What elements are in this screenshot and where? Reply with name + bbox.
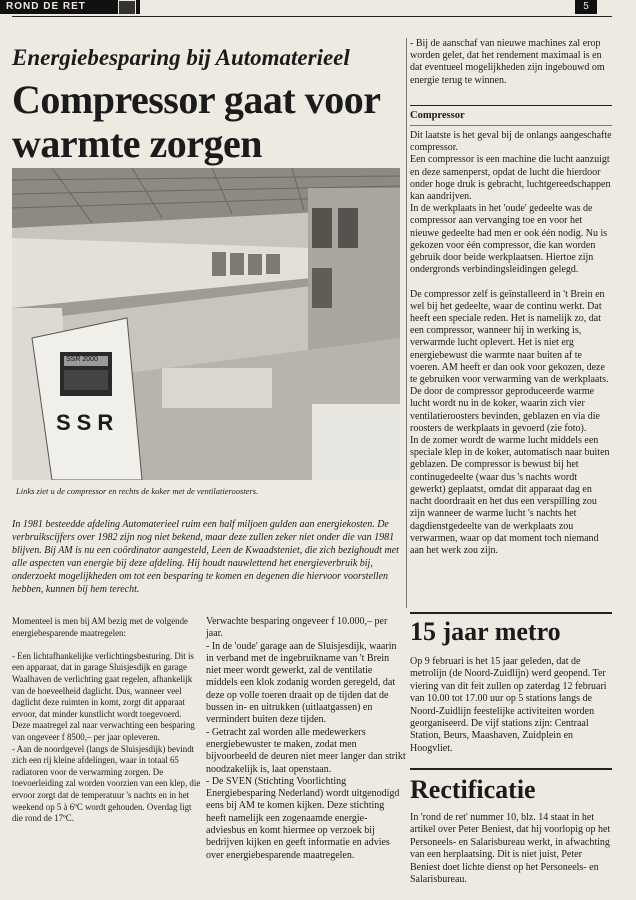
- masthead-logo: ROND DE RET: [0, 0, 140, 14]
- photo-panel-label: SSR 2000: [66, 356, 98, 363]
- article-right-body: Dit laatste is het geval bij de onlangs aangeschafte compressor. Een compressor is een machine die lucht aanzuigt en deze samenperst, opdat de lucht die hierdoor onder hoge druk is gebracht, luchtgereedschappen kan aandrijven. In de werkplaats in het 'oude' gedeelte was de compressor aan vervanging toe en voor het nieuwe gedeelte had men er ook één nodig. Nu is gekozen voor één compressor, die kan worden gebruik door beide werkplaatsen. Hiertoe zijn ondergronds verbindingsleidingen gelegd. De compressor zelf is geïnstalleerd in 't Brein en wel bij het gedeelte, waar de continu werkt. Dat heeft een speciale reden. Het is namelijk zo, dat een compressor, wanneer hij in werking is, verwarmde lucht oplevert. Het is niet erg energiebewust die warmte naar buiten af te voeren. AM heeft er dan ook voor gekozen, deze te gebruiken voor verwarming van de werkplaats. De door de compressor geproduceerde warme lucht wordt nu in de koker, waarin zich vier ventilatieroosters bevinden, geblazen en via die roosters de werkplaats in gevoerd (zie foto). In de zomer wordt de warme lucht middels een speciale klep in de koker, automatisch naar buiten geblazen. De compressor is bewust bij het continugedeelte (waar dus 's nachts wordt gewerkt) geplaatst, omdat dit apparaat dag en nacht doordraait en het dus een verspilling zou zijn wanneer de warme lucht 's nachts het dagdienstgedeelte van de werkplaats zou verwarmen, waar op dat moment toch niemand aan het werk zou zijn.: [410, 130, 612, 556]
- article-photo: [12, 168, 400, 480]
- article-right-top: - Bij de aanschaf van nieuwe machines zal erop worden gelet, dat het rendement maximaal is en dat eventueel mogelijkheden zijn ingebouwd om energie terug te winnen.: [410, 38, 605, 86]
- rectificatie-body: In 'rond de ret' nummer 10, blz. 14 staat in het artikel over Peter Beniest, dat hij voorlopig op het Personeels- en Salarisbureau werkt, in afwachting van een herplaatsing. Dit is niet juist, Peter Beniest doet lichte dienst op het Personeels- en Salarisbureau.: [410, 812, 611, 886]
- article-column-1: Momenteel is men bij AM bezig met de volgende energiebesparende maatregelen: - Een lichtafhankelijke verlichtingsbesturing. Dit is een apparaat, dat in garage Sluisjesdijk en garage Waalhaven de verlichting gaat regelen, afhankelijk van de hoeveelheid daglicht. Dus, wanneer veel daglicht deze ruimten in komt, zorgt dit apparaat ervoor, dat minder kunstlicht wordt toegevoerd. Deze maatregel zal naar verwachting een besparing van ongeveer f 8500,– per jaar opleveren. - Aan de noordgevel (langs de Sluisjesdijk) bevindt zich een rij kleine afdelingen, waar in totaal 65 radiatoren voor de verwarming zorgen. De toevoerleiding zal worden voorzien van een klep, die ervoor zorgt dat de temperatuur 's nachts en in het weekend op 5 à 6ºC wordt gehouden. Overdag ligt die rond de 17ºC.: [12, 616, 201, 824]
- photo-machine-label: SSR: [56, 410, 120, 435]
- column-divider: [406, 38, 407, 608]
- masthead-logo-box: [118, 0, 136, 15]
- rectificatie-headline: Rectificatie: [410, 775, 536, 804]
- article-intro: In 1981 besteedde afdeling Automaterieel ruim een half miljoen gulden aan energiekosten. De verbruikscijfers over 1982 zijn nog niet bekend, maar deze zullen zeker niet onder die van 1981 blijven. Bij AM is nu een coördinator aangesteld, Leen de Kwaadsteniet, die zich bezighoudt met alle aspecten van energie bij deze afdeling. Hij houdt nauwlettend het energieverbruik bij, onderzoekt mogelijkheden om tot een besparing te komen en degenen die hiervoor voorstellen hebben, kunnen bij hem terecht.: [12, 519, 399, 595]
- article-headline: Compressor gaat voor warmte zorgen: [12, 77, 380, 166]
- metro-headline: 15 jaar metro: [410, 617, 561, 646]
- top-rule: [12, 16, 612, 17]
- article-column-2: Verwachte besparing ongeveer f 10.000,– per jaar. - In de 'oude' garage aan de Sluisjesdijk, waarin in verband met de ingebruikname van 't Brein niet meer wordt gewerkt, zal de ventilatie middels een klok zodanig worden geregeld, dat deze op volle toeren draait op de tijden dat de bussen in- en uitrukken (uitlaatgassen) en vermindert buiten deze tijden. - Getracht zal worden alle medewerkers energiebewuster te maken, zodat men bijvoorbeeld de deuren niet meer langer dan strikt noodzakelijk is, laat openstaan. - De SVEN (Stichting Voorlichting Energiebesparing Nederland) wordt uitgenodigd eens bij AM te komen kijken. Deze stichting heeft namelijk een zogenaamde energie-adviesbus en komt hiermee op verzoek bij bedrijven kijken en geeft informatie en advies over energiebesparende maatregelen.: [206, 616, 406, 861]
- subhead-underline: [410, 125, 612, 126]
- metro-body: Op 9 februari is het 15 jaar geleden, dat de metrolijn (de Noord-Zuidlijn) werd geopend. Ter viering van dit feit zullen op zaterdag 12 februari van 10.00 tot 17.00 uur op 5 stations langs de Noord-Zuidlijn feestelijke activiteiten worden georganiseerd. De vijf stations zijn: Centraal Station, Beurs, Maashaven, Zuidplein en Hoogvliet.: [410, 656, 607, 754]
- photo-caption: Links ziet u de compressor en rechts de koker met de ventilatieroosters.: [16, 486, 259, 496]
- rectificatie-rule: [410, 768, 612, 770]
- article-kicker: Energiebesparing bij Automaterieel: [12, 45, 350, 70]
- page-number: 5: [575, 0, 597, 14]
- section-subhead: Compressor: [410, 110, 465, 121]
- metro-rule: [410, 612, 612, 614]
- subhead-rule: [410, 105, 612, 106]
